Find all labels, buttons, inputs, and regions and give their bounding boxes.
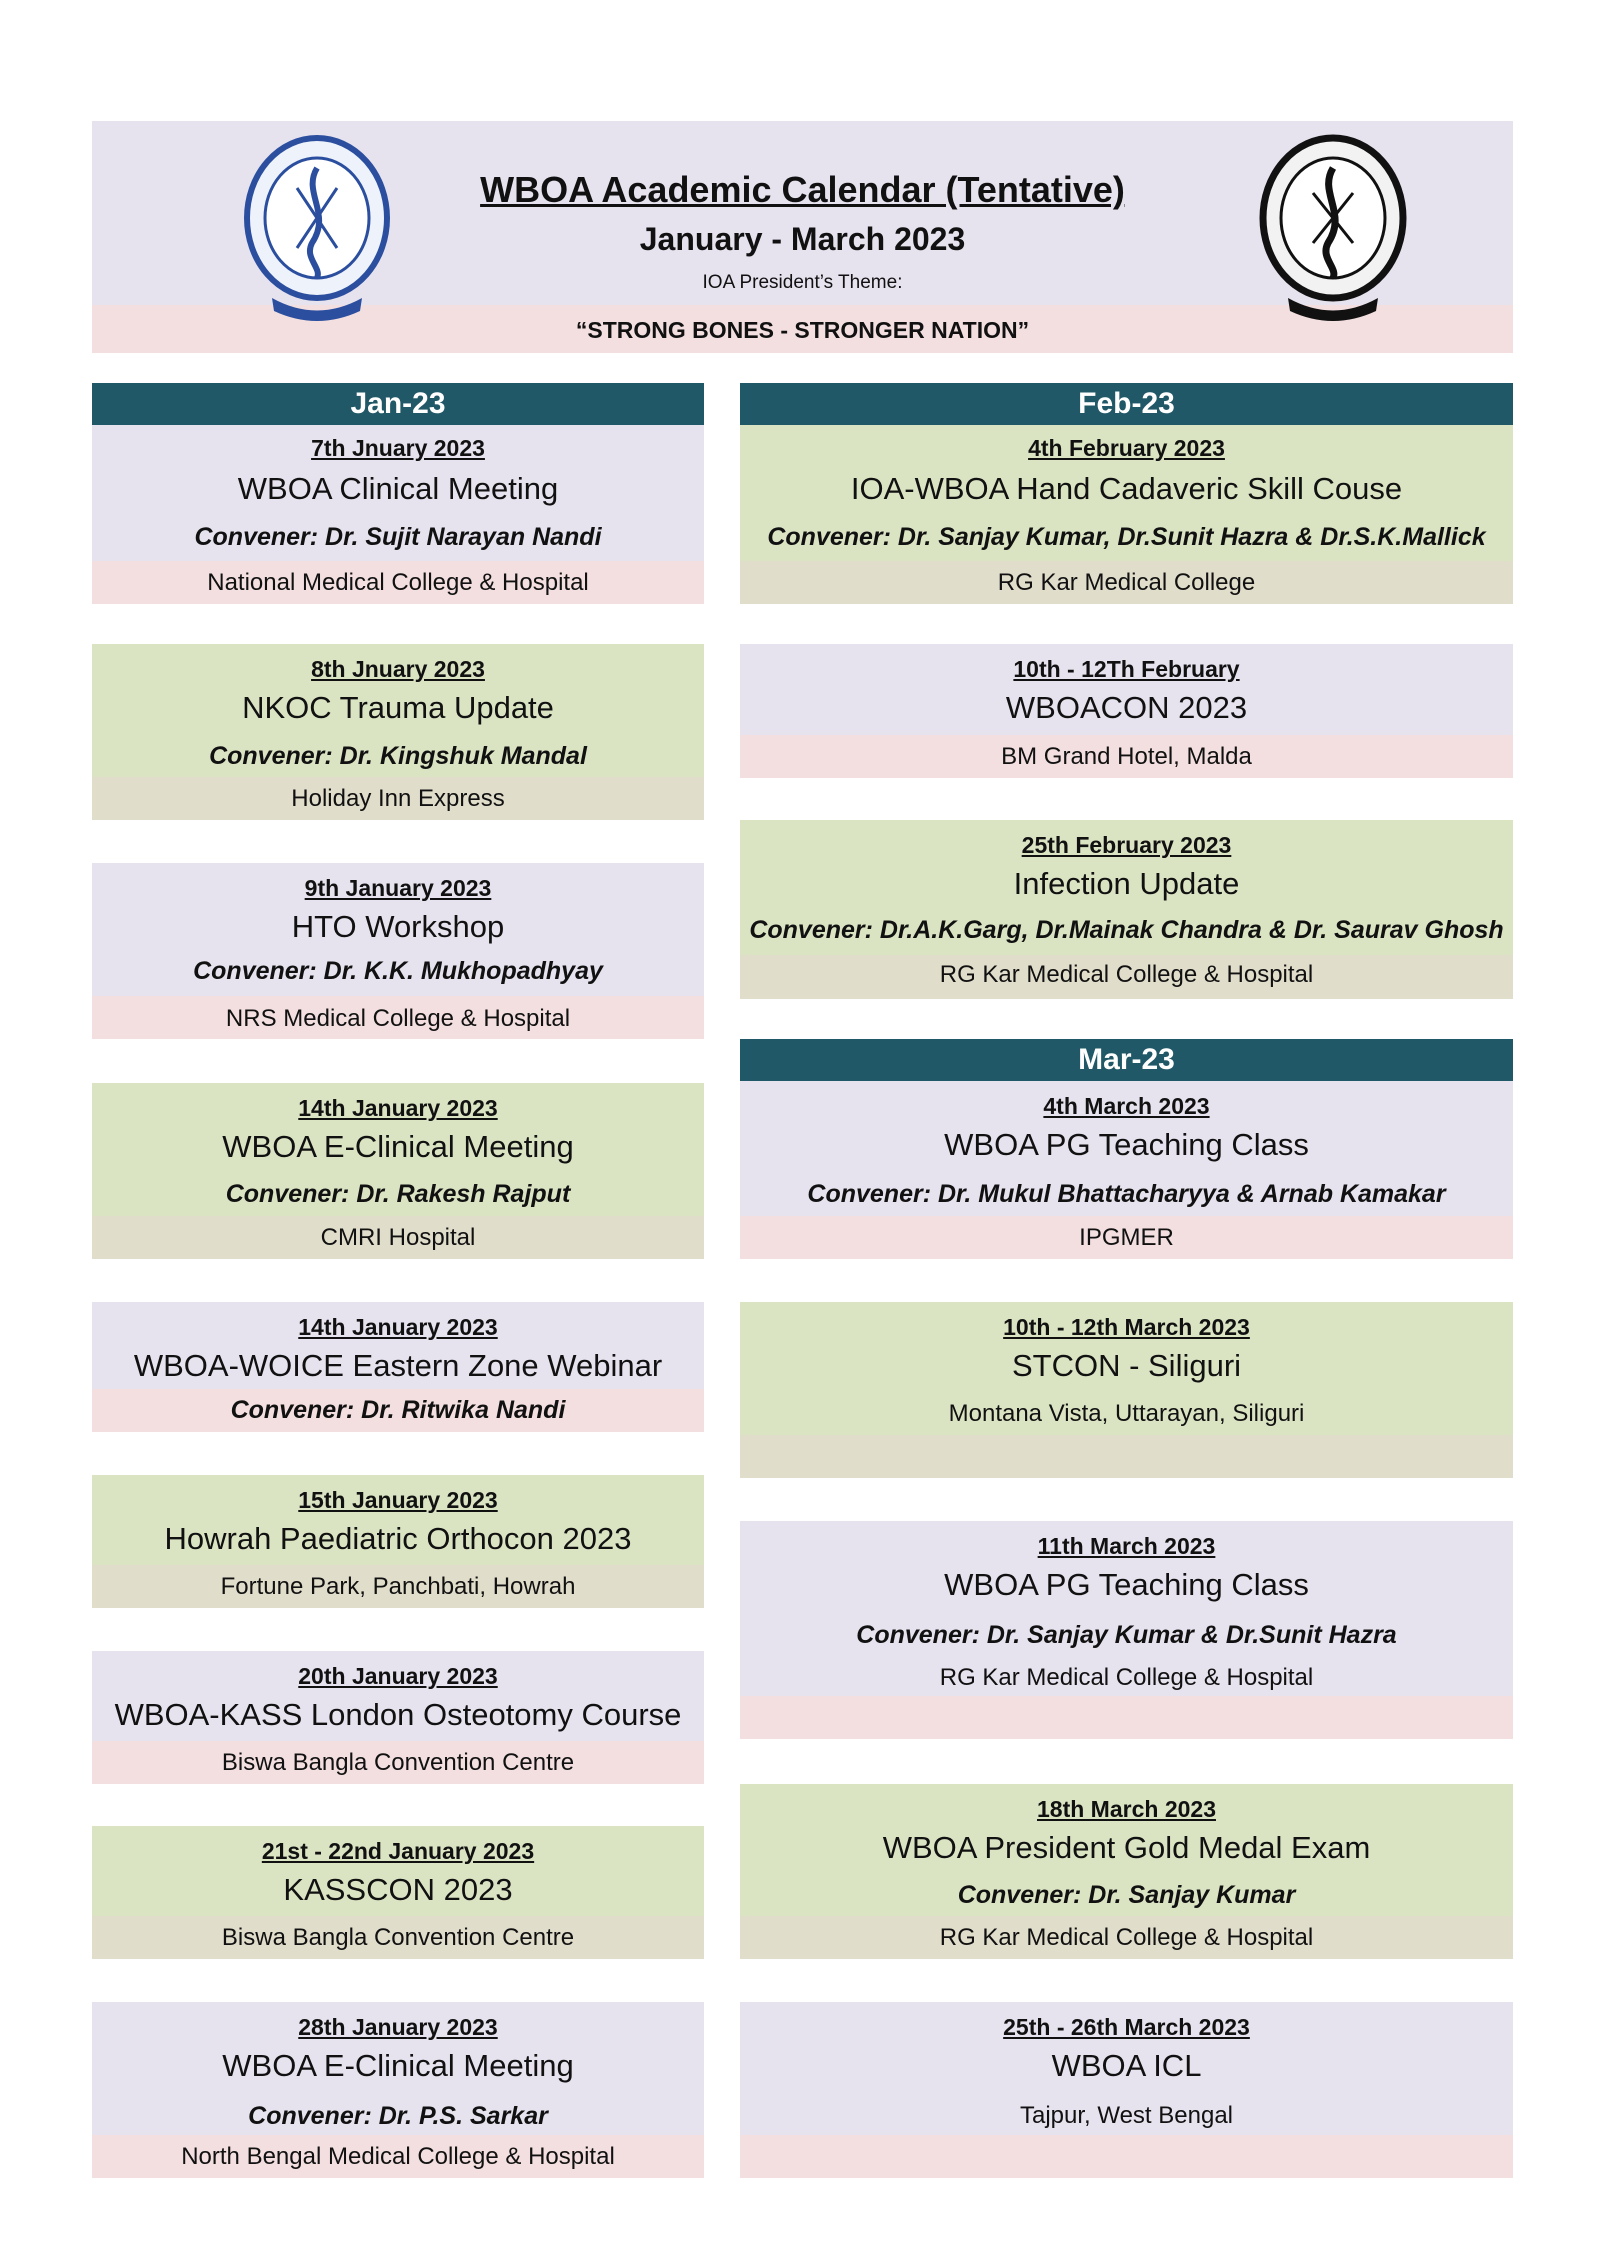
event-venue: Montana Vista, Uttarayan, Siliguri xyxy=(948,1400,1305,1427)
event-card xyxy=(92,1302,704,1432)
event-venue: RG Kar Medical College & Hospital xyxy=(939,961,1314,988)
event-venue: BM Grand Hotel, Malda xyxy=(1001,743,1252,770)
event-date: 10th - 12th March 2023 xyxy=(1003,1314,1250,1340)
event-date: 4th February 2023 xyxy=(1028,435,1225,461)
event-convener: Convener: Dr. K.K. Mukhopadhyay xyxy=(193,957,603,985)
event-venue: Fortune Park, Panchbati, Howrah xyxy=(220,1573,576,1600)
event-date: 10th - 12Th February xyxy=(1013,656,1240,682)
event-title: Infection Update xyxy=(1013,866,1240,901)
event-date: 21st - 22nd January 2023 xyxy=(261,1838,535,1864)
event-date: 28th January 2023 xyxy=(298,2014,498,2040)
event-card xyxy=(92,863,704,1039)
theme-label: IOA President’s Theme: xyxy=(702,272,903,293)
event-card xyxy=(740,1081,1513,1259)
calendar-title: WBOA Academic Calendar (Tentative) xyxy=(480,169,1125,210)
event-venue: National Medical College & Hospital xyxy=(207,569,589,596)
month-header-feb: Feb-23 xyxy=(740,383,1513,425)
event-convener: Convener: Dr. Kingshuk Mandal xyxy=(209,742,587,770)
event-title: IOA-WBOA Hand Cadaveric Skill Couse xyxy=(850,471,1403,506)
event-convener: Convener: Dr. Ritwika Nandi xyxy=(230,1396,566,1424)
event-title: WBOA-WOICE Eastern Zone Webinar xyxy=(133,1348,663,1383)
event-venue: Biswa Bangla Convention Centre xyxy=(221,1924,575,1951)
event-venue: Biswa Bangla Convention Centre xyxy=(221,1749,575,1776)
event-convener: Convener: Dr. Mukul Bhattacharyya & Arnab Kamakar xyxy=(807,1180,1446,1208)
event-card xyxy=(740,1302,1513,1478)
event-title: WBOA E-Clinical Meeting xyxy=(222,2048,574,2083)
event-date: 4th March 2023 xyxy=(1043,1093,1210,1119)
event-venue: IPGMER xyxy=(1079,1224,1174,1251)
event-title: WBOA-KASS London Osteotomy Course xyxy=(114,1697,682,1732)
event-date: 14th January 2023 xyxy=(298,1314,498,1340)
event-card xyxy=(92,1826,704,1959)
event-venue: RG Kar Medical College & Hospital xyxy=(939,1664,1314,1691)
event-card xyxy=(92,425,704,604)
event-convener: Convener: Dr. Sanjay Kumar xyxy=(957,1881,1296,1909)
event-convener: Convener: Dr.A.K.Garg, Dr.Mainak Chandra & Dr. Saurav Ghosh xyxy=(749,916,1504,944)
event-date: 25th February 2023 xyxy=(1021,832,1232,858)
event-card xyxy=(92,1651,704,1784)
month-header-jan: Jan-23 xyxy=(92,383,704,425)
event-venue: NRS Medical College & Hospital xyxy=(225,1005,571,1032)
event-date: 7th Jnuary 2023 xyxy=(311,435,485,461)
event-date: 11th March 2023 xyxy=(1037,1533,1216,1559)
event-convener: Convener: Dr. P.S. Sarkar xyxy=(248,2102,548,2130)
event-title: NKOC Trauma Update xyxy=(242,690,554,725)
event-date: 9th January 2023 xyxy=(304,875,492,901)
event-card xyxy=(740,2002,1513,2178)
event-convener: Convener: Dr. Sanjay Kumar, Dr.Sunit Hazra & Dr.S.K.Mallick xyxy=(767,523,1486,551)
event-title: Howrah Paediatric Orthocon 2023 xyxy=(164,1521,632,1556)
calendar-period: January - March 2023 xyxy=(639,221,966,257)
event-card xyxy=(740,1784,1513,1959)
event-title: STCON - Siliguri xyxy=(1011,1348,1242,1383)
event-date: 15th January 2023 xyxy=(298,1487,498,1513)
event-card xyxy=(740,644,1513,778)
month-header-mar: Mar-23 xyxy=(740,1039,1513,1081)
event-title: WBOA President Gold Medal Exam xyxy=(882,1830,1371,1865)
event-card xyxy=(92,2002,704,2178)
event-convener: Convener: Dr. Sanjay Kumar & Dr.Sunit Hazra xyxy=(856,1621,1397,1649)
event-title: WBOACON 2023 xyxy=(1005,690,1248,725)
event-card xyxy=(92,1083,704,1259)
event-card xyxy=(740,820,1513,999)
event-date: 14th January 2023 xyxy=(298,1095,498,1121)
event-card xyxy=(92,644,704,820)
theme-text: “STRONG BONES - STRONGER NATION” xyxy=(575,317,1030,343)
event-venue: Holiday Inn Express xyxy=(291,785,505,812)
event-card xyxy=(740,425,1513,604)
event-title: WBOA PG Teaching Class xyxy=(944,1567,1309,1602)
calendar-header xyxy=(92,121,1513,353)
event-venue: RG Kar Medical College & Hospital xyxy=(939,1924,1314,1951)
event-title: WBOA E-Clinical Meeting xyxy=(222,1129,574,1164)
event-venue: CMRI Hospital xyxy=(320,1224,476,1251)
event-date: 20th January 2023 xyxy=(298,1663,498,1689)
event-convener: Convener: Dr. Rakesh Rajput xyxy=(225,1180,571,1208)
event-date: 8th Jnuary 2023 xyxy=(311,656,485,682)
event-card xyxy=(740,1521,1513,1739)
event-convener: Convener: Dr. Sujit Narayan Nandi xyxy=(194,523,602,551)
event-title: WBOA ICL xyxy=(1051,2048,1202,2083)
event-title: WBOA PG Teaching Class xyxy=(944,1127,1309,1162)
event-date: 25th - 26th March 2023 xyxy=(1003,2014,1250,2040)
event-venue: North Bengal Medical College & Hospital xyxy=(181,2143,615,2170)
event-card xyxy=(92,1475,704,1608)
event-title: KASSCON 2023 xyxy=(283,1872,513,1907)
event-venue: RG Kar Medical College xyxy=(997,569,1256,596)
event-date: 18th March 2023 xyxy=(1037,1796,1216,1822)
event-title: WBOA Clinical Meeting xyxy=(237,471,559,506)
event-title: HTO Workshop xyxy=(291,909,505,944)
event-venue: Tajpur, West Bengal xyxy=(1019,2102,1233,2129)
